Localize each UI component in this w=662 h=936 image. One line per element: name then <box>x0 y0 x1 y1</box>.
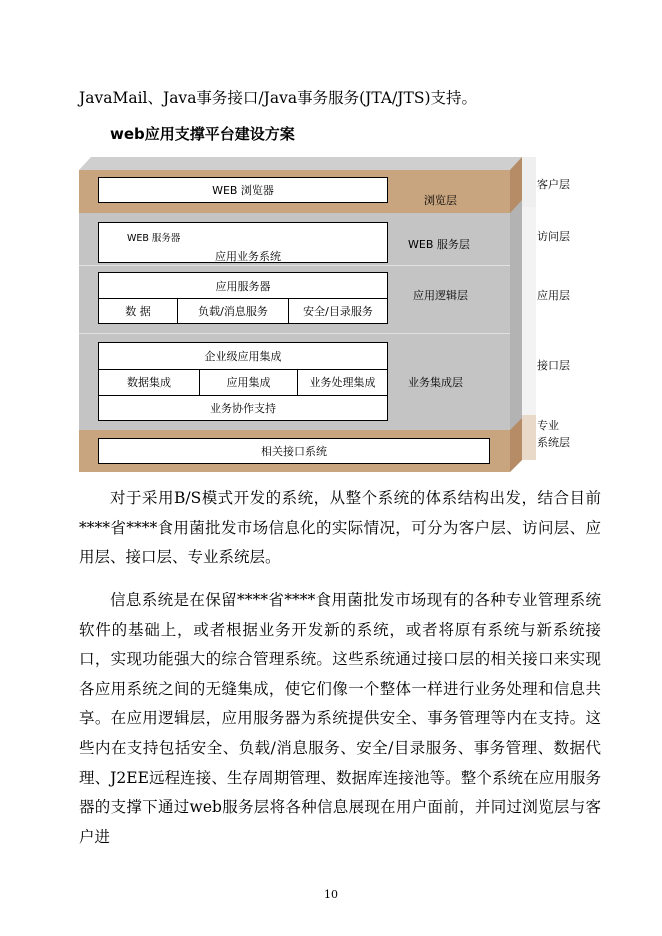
side-tab-professional <box>522 415 536 460</box>
process-integration-cell: 业务处理集成 <box>297 369 387 395</box>
application-layer-label: 应用层 <box>537 289 570 302</box>
app-business-system-label: 应用业务系统 <box>215 250 281 263</box>
web-browser-box: WEB 浏览器 <box>98 177 388 203</box>
access-layer-label: 访问层 <box>537 230 570 243</box>
side-tab-middle <box>522 207 536 415</box>
paragraph-2: 信息系统是在保留****省****食用菌批发市场现有的各种专业管理系统软件的基础上，或者根据业务开发新的系统，或者将原有系统与新系统接口，实现功能强大的综合管理系统。这些系统通过接口层的相关接口来实现各应用系统之间的无缝集成，使它们像一个整体一样进行业务处理和信息共享。在应用逻辑层，应用服务器为系统提供安全、事务管理等内在支持。这些内在支持包括安全、负载/消息服务、安全/目录服务、事务管理、数据代理、J2EE远程连接、生存周期管理、数据库连接池等。整个系统在应用服务器的支撑下通过web服务层将各种信息展现在用户面前，并同过浏览层与客户进 <box>79 591 601 846</box>
professional-layer-label-1: 专业 <box>537 419 559 432</box>
page-number: 10 <box>324 888 338 901</box>
web-server-label: WEB 服务器 <box>127 233 181 244</box>
integration-row <box>99 369 387 395</box>
enterprise-integration-label: 企业级应用集成 <box>204 350 282 363</box>
web-service-layer-label: WEB 服务层 <box>408 238 470 251</box>
interface-layer-label: 接口层 <box>537 359 570 372</box>
app-logic-layer-label: 应用逻辑层 <box>413 289 468 302</box>
divider <box>79 333 510 334</box>
web-server-box <box>98 222 388 263</box>
business-integration-layer-label: 业务集成层 <box>408 376 463 389</box>
paragraph-1: 对于采用B/S模式开发的系统，从整个系统的体系结构出发，结合目前****省****食用菌批发市场信息化的实际情况，可分为客户层、访问层、应用层、接口层、专业系统层。 <box>79 489 601 567</box>
app-server-services-row <box>99 298 387 323</box>
band-browse <box>79 170 510 213</box>
top-face <box>79 157 522 170</box>
data-cell: 数 据 <box>125 304 151 318</box>
browse-layer-label: 浏览层 <box>424 194 457 207</box>
load-message-cell: 负载/消息服务 <box>177 298 288 323</box>
interface-system-box: 相关接口系统 <box>98 438 490 464</box>
integration-box <box>98 342 388 421</box>
client-layer-label: 客户层 <box>537 178 570 191</box>
band-gray <box>79 213 510 430</box>
app-integration-cell: 应用集成 <box>199 369 297 395</box>
top-line: JavaMail、Java事务接口/Java事务服务(JTA/JTS)支持。 <box>79 89 477 107</box>
data-integration-cell: 数据集成 <box>127 376 171 389</box>
security-directory-cell: 安全/目录服务 <box>288 298 387 323</box>
band-interface <box>79 430 510 472</box>
app-server-box <box>98 272 388 324</box>
section-heading: web应用支撑平台建设方案 <box>110 125 295 143</box>
side-tab-client <box>522 157 536 207</box>
divider <box>79 265 510 266</box>
professional-layer-label-2: 系统层 <box>537 436 570 449</box>
business-collab-label: 业务协作支持 <box>210 402 276 415</box>
app-server-label: 应用服务器 <box>215 279 271 293</box>
